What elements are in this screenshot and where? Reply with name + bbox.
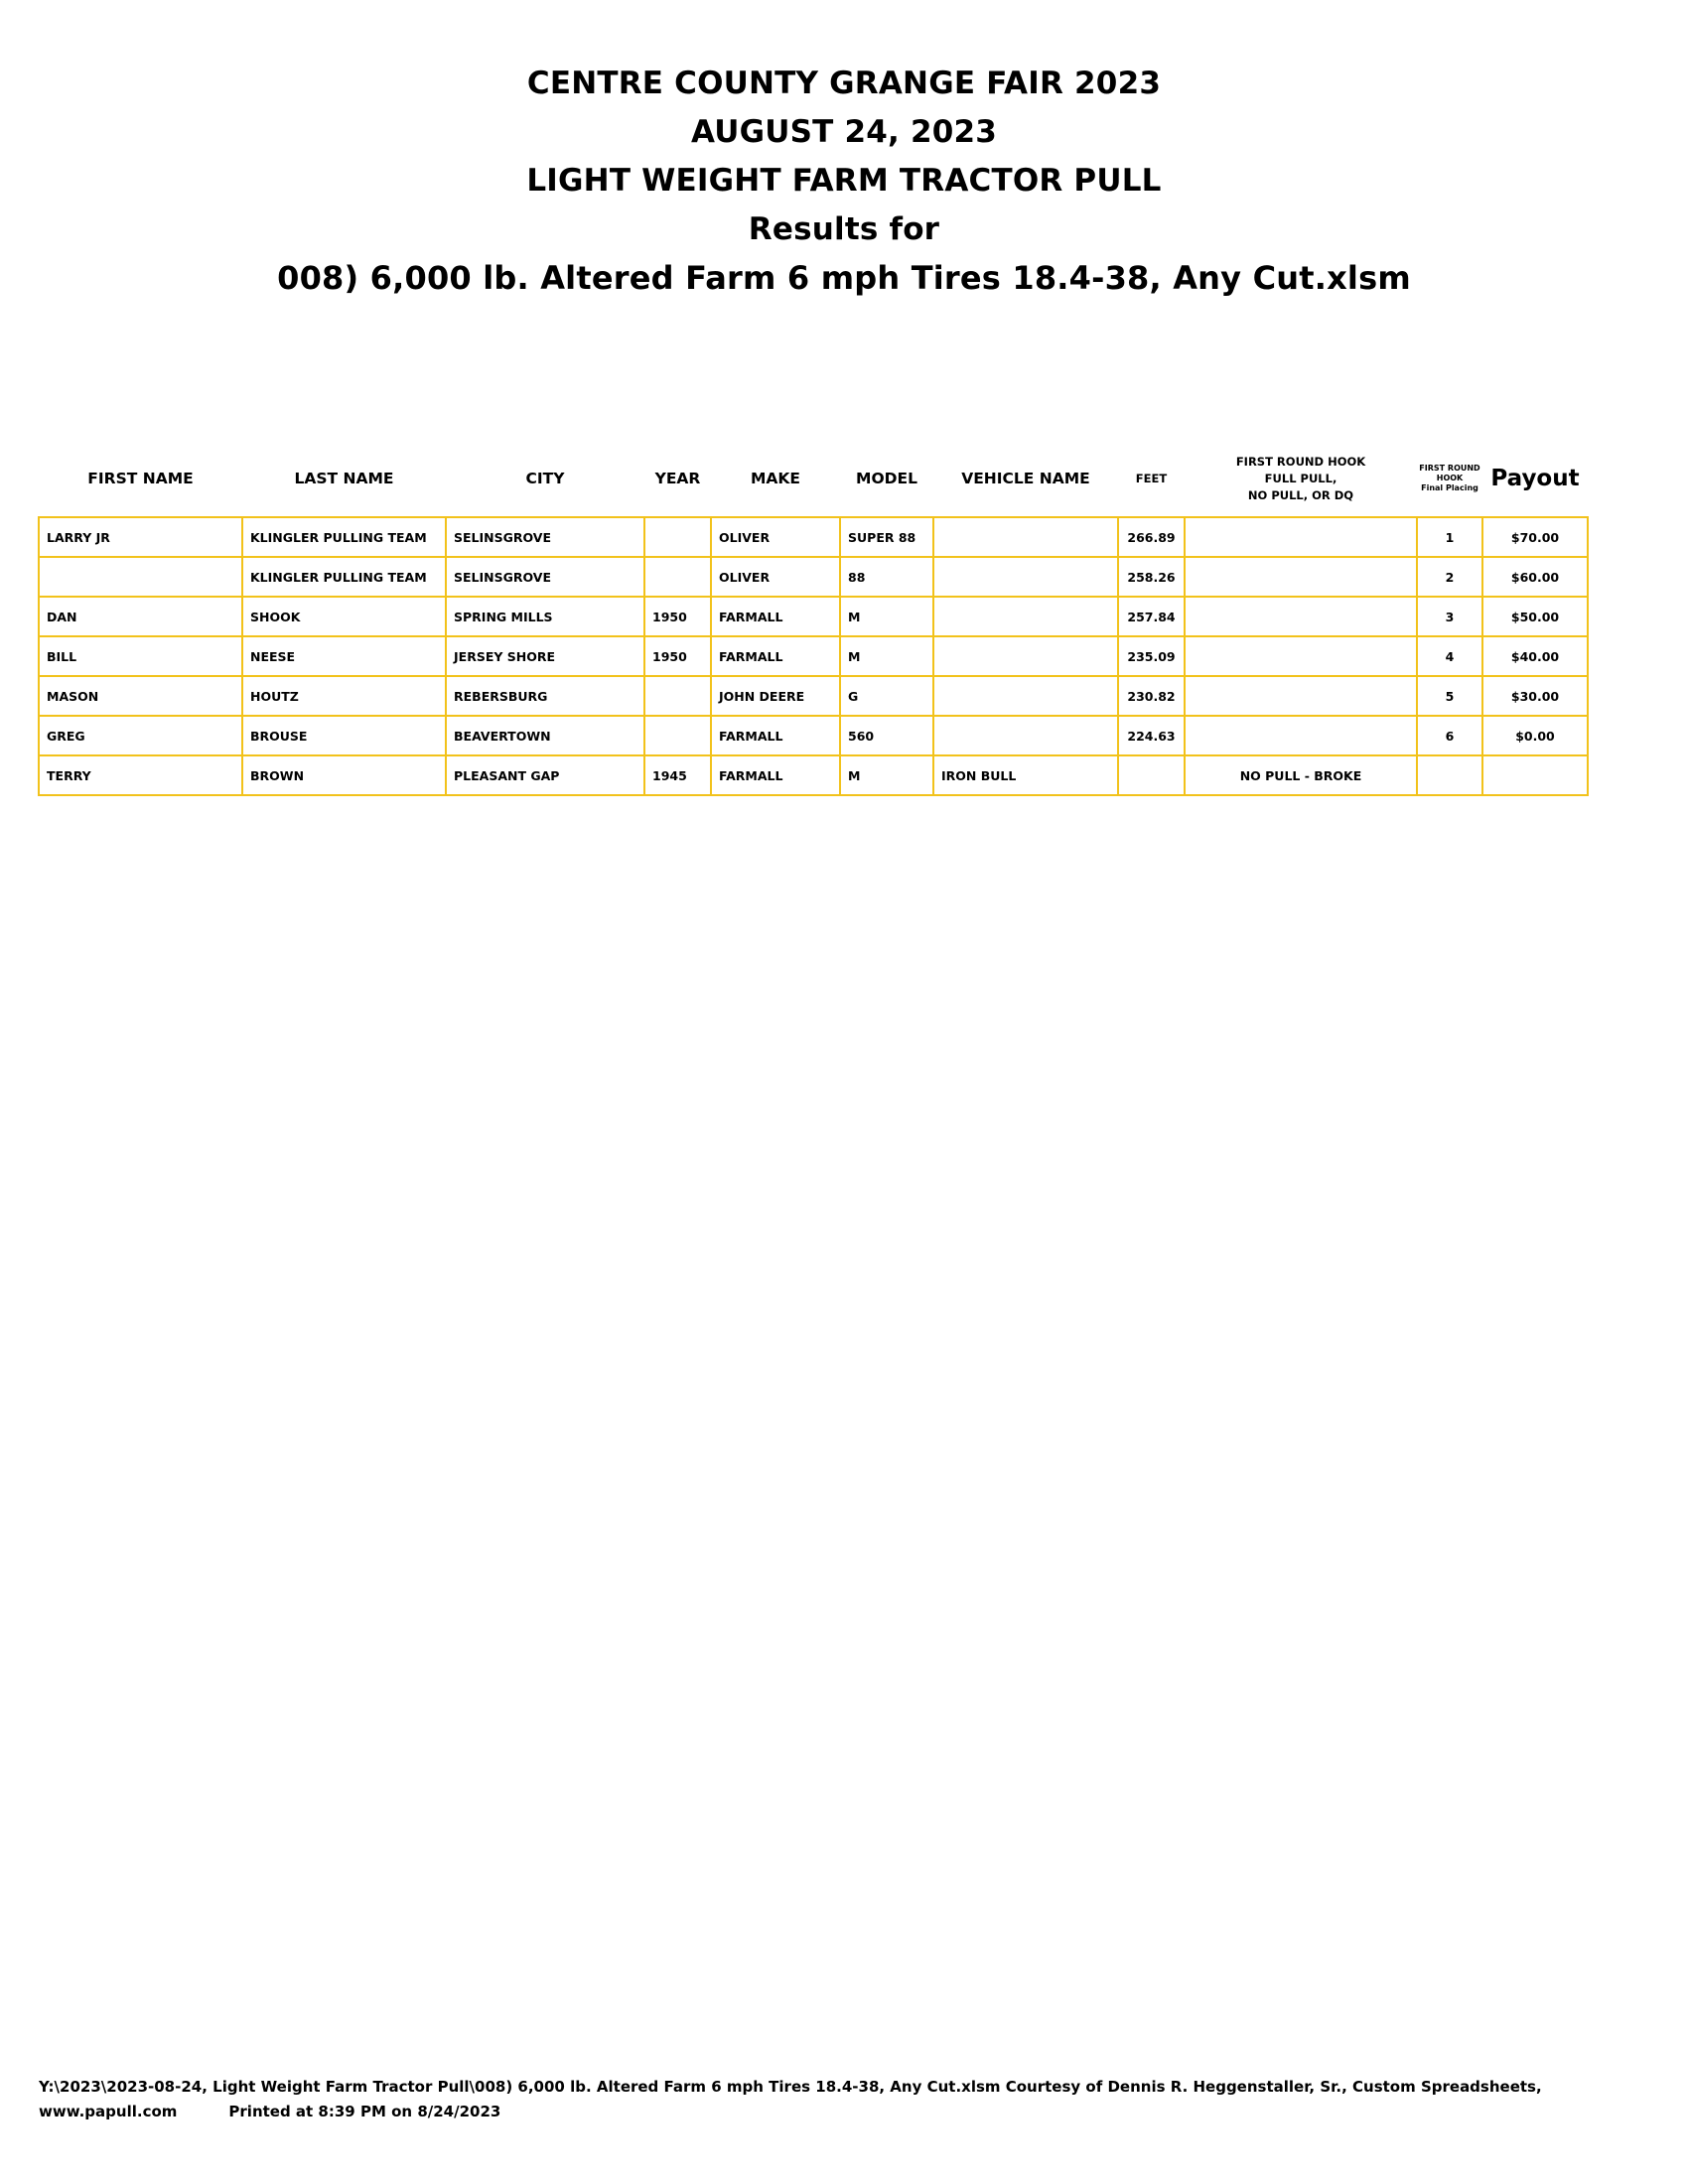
cell-first-name: DAN [39, 597, 242, 636]
cell-model: 560 [840, 716, 933, 755]
cell-hook-result [1185, 636, 1417, 676]
cell-vehicle-name [933, 517, 1118, 557]
cell-make: FARMALL [711, 597, 840, 636]
cell-payout: $60.00 [1482, 557, 1588, 597]
cell-payout: $40.00 [1482, 636, 1588, 676]
table-row [39, 636, 1588, 676]
cell-last-name: SHOOK [242, 597, 446, 636]
table-row [39, 557, 1588, 597]
cell-year [644, 517, 711, 557]
cell-placing [1417, 755, 1482, 795]
document-title-block [0, 60, 1688, 303]
cell-last-name: HOUTZ [242, 676, 446, 716]
col-header-hook-result [1185, 441, 1417, 517]
cell-placing: 3 [1417, 597, 1482, 636]
col-header-city: CITY [525, 470, 565, 487]
cell-year: 1945 [644, 755, 711, 795]
col-header-payout: Payout [1490, 466, 1580, 491]
cell-first-name: LARRY JR [39, 517, 242, 557]
cell-feet: 230.82 [1118, 676, 1185, 716]
col-header-model: MODEL [856, 470, 917, 487]
cell-make: FARMALL [711, 755, 840, 795]
col-header-final-placing [1417, 441, 1482, 517]
cell-hook-result [1185, 716, 1417, 755]
cell-vehicle-name: IRON BULL [933, 755, 1118, 795]
results-table [38, 441, 1589, 796]
cell-vehicle-name [933, 597, 1118, 636]
cell-city: SPRING MILLS [446, 597, 644, 636]
event-date: AUGUST 24, 2023 [690, 114, 998, 150]
hook-header-line-3: NO PULL, OR DQ [1247, 487, 1354, 502]
cell-hook-result [1185, 597, 1417, 636]
table-row [39, 716, 1588, 755]
cell-year [644, 557, 711, 597]
footer-printed-timestamp: Printed at 8:39 PM on 8/24/2023 [228, 2103, 501, 2120]
placing-header-line-2: HOOK [1436, 474, 1464, 482]
cell-placing: 1 [1417, 517, 1482, 557]
cell-vehicle-name [933, 557, 1118, 597]
cell-feet: 224.63 [1118, 716, 1185, 755]
table-row [39, 676, 1588, 716]
cell-hook-result [1185, 557, 1417, 597]
col-header-year: YEAR [654, 470, 701, 487]
cell-feet: 258.26 [1118, 557, 1185, 597]
cell-year [644, 716, 711, 755]
cell-first-name: BILL [39, 636, 242, 676]
cell-last-name: NEESE [242, 636, 446, 676]
table-row [39, 517, 1588, 557]
cell-payout: $30.00 [1482, 676, 1588, 716]
cell-vehicle-name [933, 636, 1118, 676]
cell-year: 1950 [644, 636, 711, 676]
col-header-make: MAKE [750, 470, 801, 487]
table-row [39, 597, 1588, 636]
cell-feet: 235.09 [1118, 636, 1185, 676]
cell-feet: 266.89 [1118, 517, 1185, 557]
footer-file-path: Y:\2023\2023-08-24, Light Weight Farm Tractor Pull\008) 6,000 lb. Altered Farm 6 mph Tires 18.4-38, Any Cut.xlsm Courtesy of Dennis R. Heggenstaller, Sr., Custom Spreadsheets, [39, 2078, 1542, 2096]
cell-make: OLIVER [711, 517, 840, 557]
footer-second-line [39, 2100, 1647, 2124]
page-footer [39, 2075, 1647, 2124]
event-name: LIGHT WEIGHT FARM TRACTOR PULL [526, 163, 1162, 199]
cell-year: 1950 [644, 597, 711, 636]
cell-hook-result [1185, 517, 1417, 557]
cell-city: SELINSGROVE [446, 557, 644, 597]
cell-feet [1118, 755, 1185, 795]
placing-header-line-1: FIRST ROUND [1419, 464, 1480, 473]
footer-website-link[interactable]: www.papull.com [39, 2103, 178, 2120]
fair-title: CENTRE COUNTY GRANGE FAIR 2023 [526, 66, 1162, 101]
cell-payout: $50.00 [1482, 597, 1588, 636]
cell-make: FARMALL [711, 636, 840, 676]
cell-city: REBERSBURG [446, 676, 644, 716]
cell-placing: 4 [1417, 636, 1482, 676]
cell-city: BEAVERTOWN [446, 716, 644, 755]
hook-header-line-1: FIRST ROUND HOOK [1235, 454, 1366, 469]
class-name: 008) 6,000 lb. Altered Farm 6 mph Tires 18.4-38, Any Cut.xlsm [277, 259, 1411, 297]
cell-make: OLIVER [711, 557, 840, 597]
cell-model: G [840, 676, 933, 716]
cell-first-name: TERRY [39, 755, 242, 795]
cell-model: M [840, 755, 933, 795]
placing-header-line-3: Final Placing [1421, 483, 1478, 492]
cell-hook-result [1185, 676, 1417, 716]
cell-feet: 257.84 [1118, 597, 1185, 636]
cell-payout: $0.00 [1482, 716, 1588, 755]
hook-header-line-2: FULL PULL, [1264, 471, 1337, 485]
cell-city: JERSEY SHORE [446, 636, 644, 676]
cell-last-name: BROUSE [242, 716, 446, 755]
cell-city: SELINSGROVE [446, 517, 644, 557]
cell-year [644, 676, 711, 716]
cell-vehicle-name [933, 676, 1118, 716]
cell-placing: 5 [1417, 676, 1482, 716]
cell-payout: $70.00 [1482, 517, 1588, 557]
cell-payout [1482, 755, 1588, 795]
cell-make: JOHN DEERE [711, 676, 840, 716]
cell-last-name: KLINGLER PULLING TEAM [242, 557, 446, 597]
cell-placing: 6 [1417, 716, 1482, 755]
col-header-feet: FEET [1135, 471, 1168, 485]
cell-hook-result: NO PULL - BROKE [1185, 755, 1417, 795]
col-header-vehicle-name: VEHICLE NAME [961, 470, 1090, 487]
cell-model: M [840, 636, 933, 676]
cell-first-name: GREG [39, 716, 242, 755]
col-header-last-name: LAST NAME [294, 470, 394, 487]
cell-first-name: MASON [39, 676, 242, 716]
cell-model: M [840, 597, 933, 636]
cell-vehicle-name [933, 716, 1118, 755]
cell-make: FARMALL [711, 716, 840, 755]
cell-placing: 2 [1417, 557, 1482, 597]
cell-model: 88 [840, 557, 933, 597]
table-header-row [39, 441, 1588, 517]
col-header-first-name: FIRST NAME [87, 470, 194, 487]
cell-model: SUPER 88 [840, 517, 933, 557]
cell-city: PLEASANT GAP [446, 755, 644, 795]
cell-last-name: KLINGLER PULLING TEAM [242, 517, 446, 557]
cell-last-name: BROWN [242, 755, 446, 795]
results-label: Results for [748, 211, 940, 247]
cell-first-name [39, 557, 242, 597]
table-row [39, 755, 1588, 795]
